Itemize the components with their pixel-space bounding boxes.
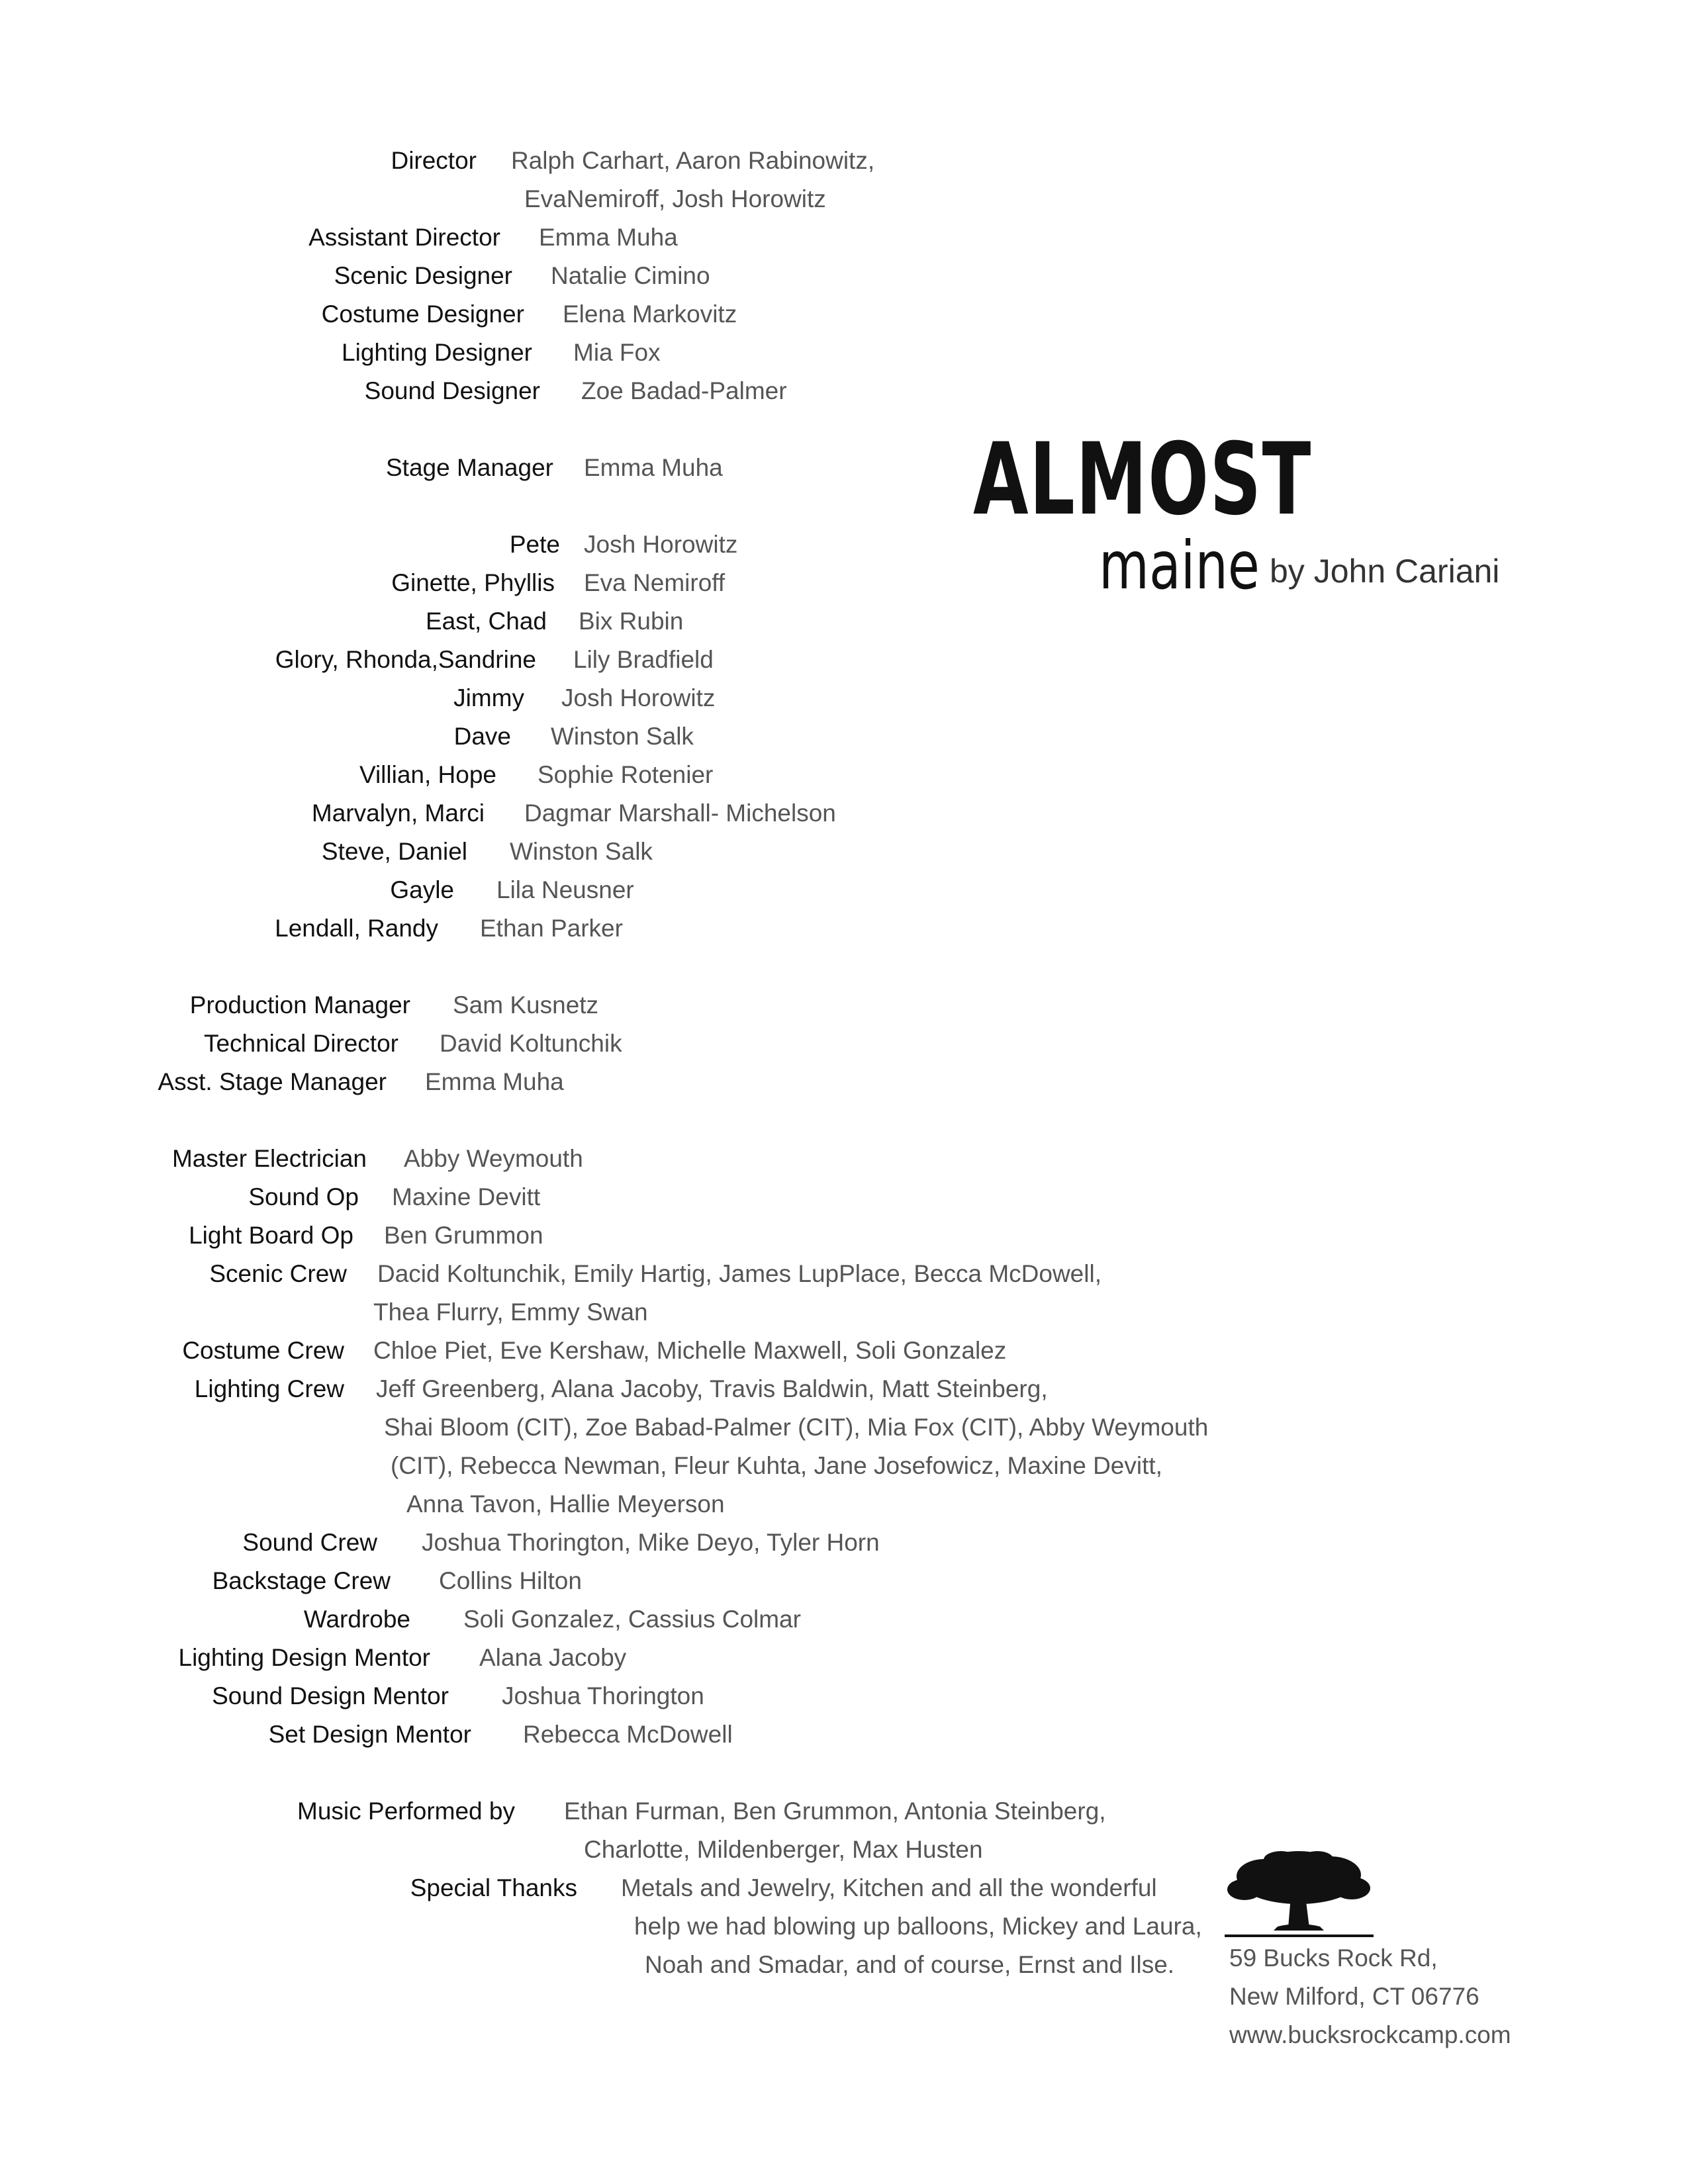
credit-value: Winston Salk <box>551 723 694 750</box>
credit-row-marvalyn-marci <box>0 794 1688 833</box>
credit-label: Assistant Director <box>308 224 500 251</box>
credit-label: Technical Director <box>203 1030 399 1057</box>
credit-value: (CIT), Rebecca Newman, Fleur Kuhta, Jane Josefowicz, Maxine Devitt, <box>391 1452 1162 1479</box>
credit-row-music-performed-by <box>0 1792 1688 1863</box>
credit-value: Emma Muha <box>584 454 723 481</box>
credit-label: Special Thanks <box>410 1874 577 1901</box>
credit-value: Dagmar Marshall- Michelson <box>524 799 836 827</box>
credit-row-production-manager <box>0 986 1688 1024</box>
credit-label: Lendall, Randy <box>275 915 438 942</box>
credit-label: Glory, Rhonda,Sandrine <box>275 646 536 673</box>
credit-row-dave <box>0 717 1688 756</box>
title-main: ALMOST <box>973 422 1312 537</box>
credit-value: Thea Flurry, Emmy Swan <box>373 1298 648 1326</box>
credit-label: Costume Crew <box>182 1337 344 1364</box>
credit-value: Alana Jacoby <box>479 1644 627 1671</box>
credit-label: Lighting Crew <box>194 1375 344 1402</box>
tree-logo-icon <box>1225 1850 1374 1939</box>
title-sub: maine <box>1099 527 1260 604</box>
credit-row-sound-design-mentor <box>0 1677 1688 1715</box>
credit-value: Winston Salk <box>510 838 653 865</box>
credit-value: Eva Nemiroff <box>584 569 726 596</box>
credit-row-lighting-crew <box>0 1370 1688 1518</box>
credit-label: Scenic Crew <box>209 1260 347 1287</box>
credit-value: Ben Grummon <box>384 1222 543 1249</box>
credit-value: Emma Muha <box>425 1068 564 1095</box>
credit-value: Maxine Devitt <box>392 1183 541 1210</box>
credit-row-technical-director <box>0 1024 1688 1063</box>
credit-row-assistant-director <box>0 218 1688 257</box>
credit-value: Collins Hilton <box>439 1567 582 1594</box>
credit-label: Ginette, Phyllis <box>391 569 555 596</box>
credit-value: Noah and Smadar, and of course, Ernst and Ilse. <box>645 1951 1175 1978</box>
credit-label: Sound Crew <box>242 1529 377 1556</box>
credit-value: Ethan Parker <box>480 915 623 942</box>
credit-label: Villian, Hope <box>359 761 496 788</box>
credit-row-sound-op <box>0 1178 1688 1216</box>
credit-value: Mia Fox <box>573 339 661 366</box>
credit-label: Light Board Op <box>189 1222 353 1249</box>
credit-row-sound-crew <box>0 1524 1688 1562</box>
credit-value: help we had blowing up balloons, Mickey and Laura, <box>634 1913 1202 1940</box>
credit-label: Dave <box>453 723 511 750</box>
credit-label: Sound Designer <box>364 377 540 404</box>
credit-label: Steve, Daniel <box>321 838 467 865</box>
credit-row-light-board-op <box>0 1216 1688 1255</box>
credit-label: Set Design Mentor <box>268 1721 471 1748</box>
credit-label: Asst. Stage Manager <box>158 1068 387 1095</box>
credit-value: Josh Horowitz <box>561 684 716 711</box>
credit-value: Ethan Furman, Ben Grummon, Antonia Steinberg, <box>564 1797 1106 1825</box>
credit-value: Rebecca McDowell <box>523 1721 733 1748</box>
credit-label: Sound Design Mentor <box>212 1682 449 1709</box>
credit-value: Soli Gonzalez, Cassius Colmar <box>463 1606 801 1633</box>
credit-label: Lighting Design Mentor <box>178 1644 430 1671</box>
credit-label: Production Manager <box>189 991 410 1019</box>
camp-address-line2: New Milford, CT 06776 <box>1229 1983 1479 2010</box>
credit-row-gayle <box>0 871 1688 909</box>
credit-label: Sound Op <box>248 1183 359 1210</box>
credit-row-asst-stage-manager <box>0 1063 1688 1101</box>
credit-row-director <box>0 142 1688 212</box>
credit-label: East, Chad <box>425 608 547 635</box>
credit-label: Wardrobe <box>303 1606 410 1633</box>
credit-value: Bix Rubin <box>579 608 684 635</box>
credit-row-lighting-designer <box>0 334 1688 372</box>
camp-website[interactable]: www.bucksrockcamp.com <box>1229 2021 1511 2048</box>
credit-value: Abby Weymouth <box>404 1145 583 1172</box>
credit-row-villian-hope <box>0 756 1688 794</box>
credit-value: Anna Tavon, Hallie Meyerson <box>406 1490 725 1518</box>
credit-label: Master Electrician <box>171 1145 367 1172</box>
credit-row-wardrobe <box>0 1600 1688 1639</box>
credit-row-master-electrician <box>0 1140 1688 1178</box>
credit-value: Natalie Cimino <box>551 262 710 289</box>
credit-label: Pete <box>509 531 560 558</box>
credit-value: David Koltunchik <box>440 1030 622 1057</box>
credit-value: Joshua Thorington, Mike Deyo, Tyler Horn <box>422 1529 880 1556</box>
credit-row-costume-crew <box>0 1332 1688 1370</box>
credit-row-costume-designer <box>0 295 1688 334</box>
credit-row-glory-rhonda-sandrine <box>0 641 1688 679</box>
credit-label: Gayle <box>390 876 454 903</box>
title-block <box>973 424 1569 622</box>
credit-label: Director <box>391 147 477 174</box>
credit-value: Elena Markovitz <box>563 300 737 328</box>
credit-label: Marvalyn, Marci <box>311 799 485 827</box>
credit-row-backstage-crew <box>0 1562 1688 1600</box>
credit-label: Lighting Designer <box>342 339 532 366</box>
credit-row-scenic-crew <box>0 1255 1688 1326</box>
credit-value: Ralph Carhart, Aaron Rabinowitz, <box>511 147 875 174</box>
credit-value: Lily Bradfield <box>573 646 714 673</box>
credit-row-scenic-designer <box>0 257 1688 295</box>
credit-value: Lila Neusner <box>496 876 634 903</box>
credit-label: Scenic Designer <box>334 262 512 289</box>
credit-value: Shai Bloom (CIT), Zoe Babad-Palmer (CIT), Mia Fox (CIT), Abby Weymouth <box>384 1414 1209 1441</box>
credit-row-lendall-randy <box>0 909 1688 948</box>
credit-label: Jimmy <box>453 684 524 711</box>
credit-value: Sam Kusnetz <box>453 991 599 1019</box>
credit-value: Emma Muha <box>539 224 678 251</box>
credit-row-steve-daniel <box>0 833 1688 871</box>
credit-value: Joshua Thorington <box>502 1682 704 1709</box>
camp-address-line1: 59 Bucks Rock Rd, <box>1229 1944 1438 1972</box>
credit-value: Metals and Jewelry, Kitchen and all the wonderful <box>621 1874 1157 1901</box>
credit-label: Stage Manager <box>385 454 553 481</box>
credit-value: Josh Horowitz <box>584 531 738 558</box>
credit-value: Dacid Koltunchik, Emily Hartig, James LupPlace, Becca McDowell, <box>377 1260 1102 1287</box>
title-author: by John Cariani <box>1270 553 1500 590</box>
credit-row-set-design-mentor <box>0 1715 1688 1754</box>
credit-row-lighting-design-mentor <box>0 1639 1688 1677</box>
credit-value: Charlotte, Mildenberger, Max Husten <box>584 1836 983 1863</box>
credit-label: Music Performed by <box>297 1797 515 1825</box>
credit-row-sound-designer <box>0 372 1688 410</box>
credit-label: Backstage Crew <box>212 1567 391 1594</box>
credit-label: Costume Designer <box>321 300 524 328</box>
credit-row-jimmy <box>0 679 1688 717</box>
credit-value: Jeff Greenberg, Alana Jacoby, Travis Baldwin, Matt Steinberg, <box>376 1375 1048 1402</box>
credit-value: Chloe Piet, Eve Kershaw, Michelle Maxwell, Soli Gonzalez <box>373 1337 1007 1364</box>
credit-value: EvaNemiroff, Josh Horowitz <box>524 185 826 212</box>
credit-value: Sophie Rotenier <box>538 761 714 788</box>
credit-value: Zoe Badad-Palmer <box>581 377 787 404</box>
